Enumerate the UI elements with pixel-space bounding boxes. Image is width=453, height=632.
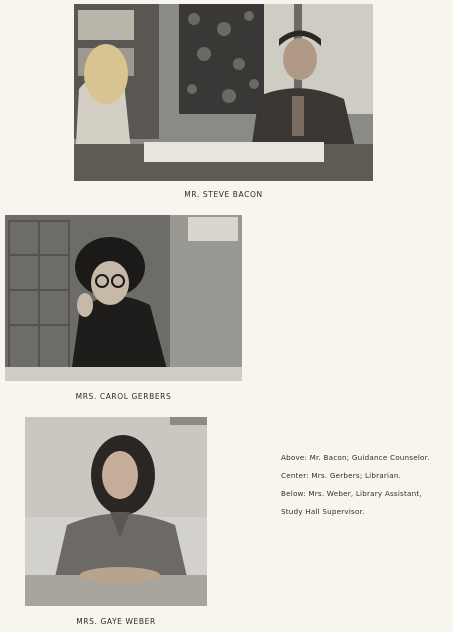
caption-carol-gerbers: MRS. CAROL GERBERS bbox=[75, 392, 172, 401]
description-line-center: Center: Mrs. Gerbers; Librarian. bbox=[281, 471, 402, 480]
photo-descriptions bbox=[281, 449, 449, 521]
caption-steve-bacon: MR. STEVE BACON bbox=[184, 190, 263, 199]
photo-gaye-weber-image bbox=[25, 417, 207, 606]
photo-carol-gerbers-image bbox=[5, 215, 242, 381]
photo-carol-gerbers bbox=[5, 215, 242, 381]
photo-steve-bacon-image bbox=[74, 4, 373, 181]
photo-steve-bacon bbox=[74, 4, 373, 181]
description-line-below: Below: Mrs. Weber, Library Assistant, bbox=[281, 489, 422, 498]
description-line-continued: Study Hall Supervisor. bbox=[281, 507, 365, 516]
photo-gaye-weber bbox=[25, 417, 207, 606]
description-line-above: Above: Mr. Bacon; Guidance Counselor. bbox=[281, 453, 430, 462]
caption-gaye-weber: MRS. GAYE WEBER bbox=[76, 617, 156, 626]
